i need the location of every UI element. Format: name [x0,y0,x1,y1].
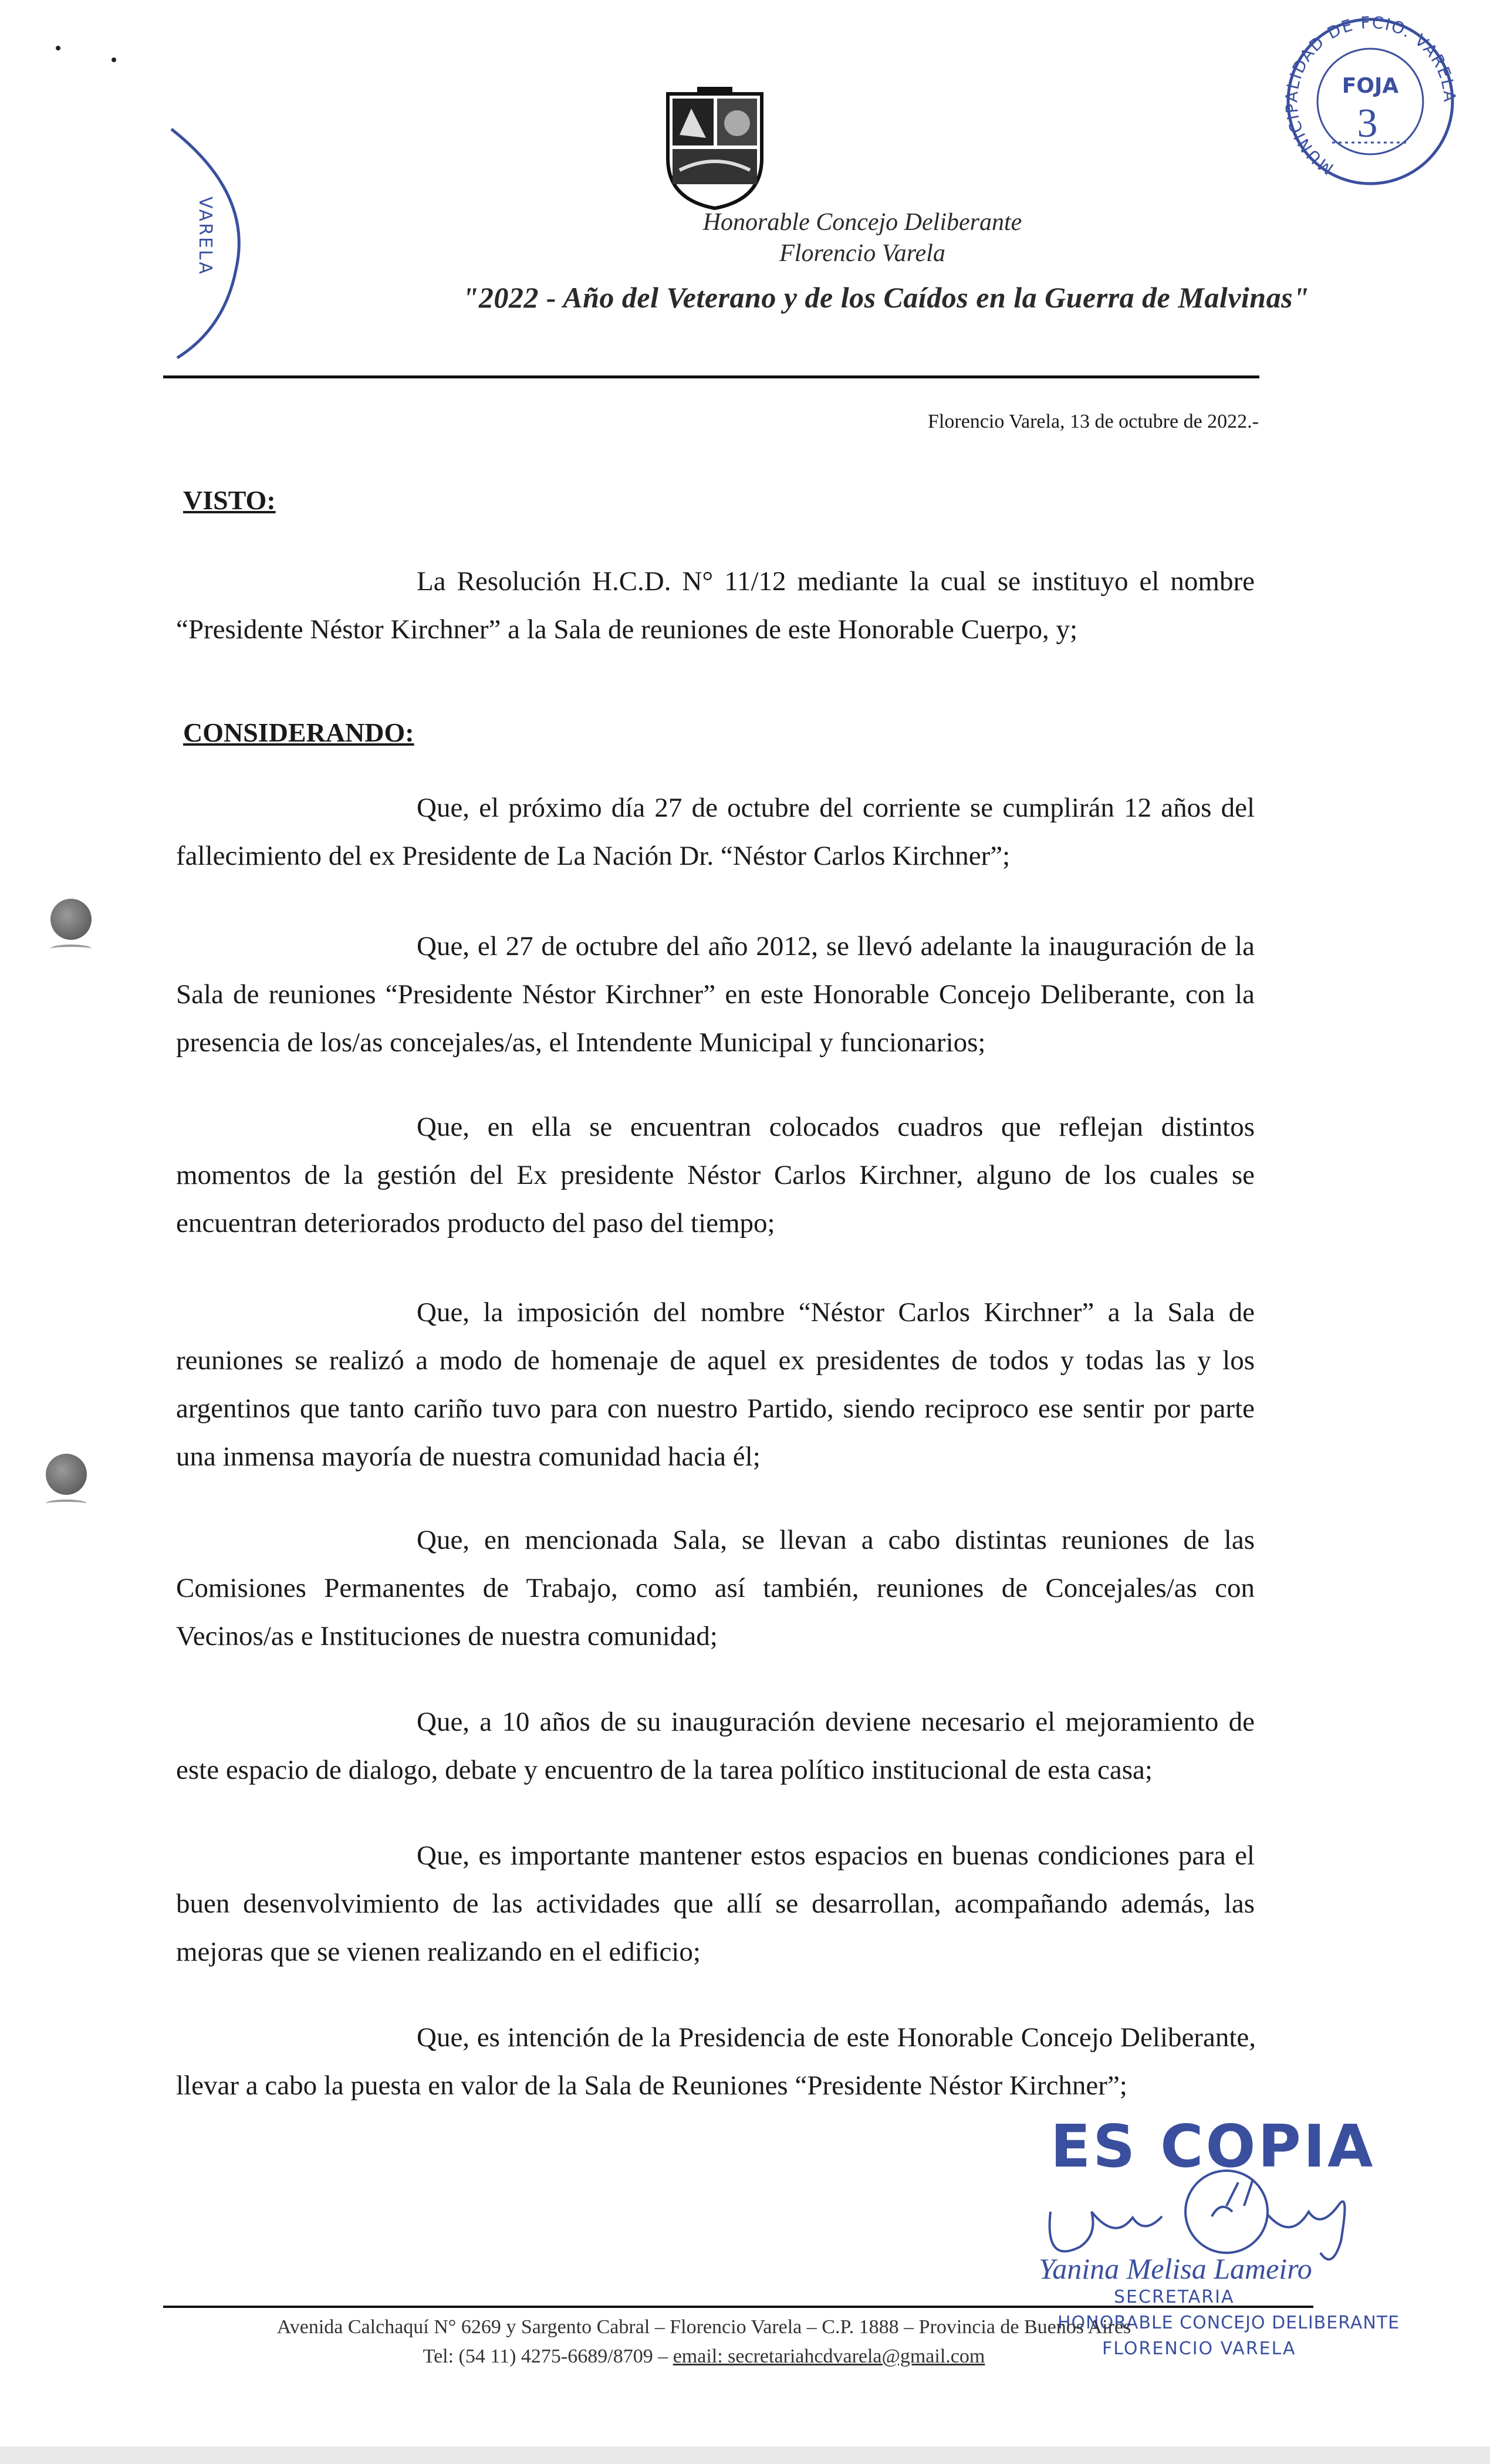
signer-name: Yanina Melisa Lameiro [1039,2252,1312,2285]
foja-label: FOJA [1342,74,1399,98]
paragraph-text: Que, es importante mantener estos espacios en buenas condiciones para el buen desenvolvimiento de las actividades que allí se desarrollan, acompañando además, las mejoras que se vienen realizando en el edificio; [176,1840,1255,1967]
foja-ring-text: MUNICIPALIDAD DE FCIO. VARELA [1282,12,1459,179]
signer-role: SECRETARIA [1114,2287,1235,2307]
copy-stamp-title: ES COPIA [1050,2112,1376,2181]
municipal-crest-logo [656,82,773,211]
signer-city: FLORENCIO VARELA [1102,2338,1296,2359]
paragraph-text: Que, el 27 de octubre del año 2012, se llevó adelante la inauguración de la Sala de reuniones “Presidente Néstor Kirchner” en este Honorable Concejo Deliberante, con la presencia de los/as concejales/as, el Intendente Municipal y funcionarios; [176,931,1255,1058]
considerando-paragraph [176,1288,1255,1481]
paragraph-text: Que, es intención de la Presidencia de este Honorable Concejo Deliberante, llevar a cabo la puesta en valor de la Sala de Reuniones “Presidente Néstor Kirchner”; [176,2022,1256,2101]
considerando-paragraph [176,922,1255,1067]
punch-hole-shadow [50,945,92,953]
partial-stamp-text: VARELA [195,197,215,276]
partial-stamp-left [165,117,259,364]
header-divider [163,375,1259,378]
footer-email-link[interactable]: email: secretariahcdvarela@gmail.com [673,2345,985,2367]
foja-stamp [1279,11,1461,198]
considerando-paragraph [176,1103,1255,1247]
foja-number: 3 [1357,101,1378,146]
considerando-paragraph [176,1516,1255,1660]
considerando-heading: CONSIDERANDO: [183,717,414,747]
scan-bottom-edge [0,2446,1490,2464]
punch-hole [50,899,92,940]
considerando-paragraph [176,2013,1256,2110]
footer-phone: Tel: (54 11) 4275-6689/8709 – [423,2345,668,2367]
header-organization: Honorable Concejo Deliberante [702,209,1022,236]
header-motto: "2022 - Año del Veterano y de los Caídos en la Guerra de Malvinas" [462,281,1310,314]
footer-contact [0,2345,1449,2368]
signer-organization: HONORABLE CONCEJO DELIBERANTE [1057,2313,1400,2333]
footer-address: Avenida Calchaquí N° 6269 y Sargento Cabral – Florencio Varela – C.P. 1888 – Provincia de Buenos Aires [276,2316,1131,2338]
punch-hole [46,1454,87,1495]
considerando-paragraph [176,1698,1255,1794]
document-date: Florencio Varela, 13 de octubre de 2022.- [928,411,1259,432]
punch-hole-shadow [46,1500,87,1508]
header-city: Florencio Varela [779,240,945,267]
footer-divider [163,2306,1313,2308]
scan-speck [56,46,60,50]
paragraph-text: Que, en ella se encuentran colocados cuadros que reflejan distintos momentos de la gestión del Ex presidente Néstor Carlos Kirchner, alguno de los cuales se encuentran deteriorados producto del paso del tiempo; [176,1112,1255,1238]
considerando-paragraph [176,784,1255,880]
scan-speck [112,57,116,62]
visto-heading: VISTO: [183,485,276,515]
paragraph-text: Que, en mencionada Sala, se llevan a cabo distintas reuniones de las Comisiones Permanentes de Trabajo, como así también, reuniones de Concejales/as con Vecinos/as e Instituciones de nuestra comunidad; [176,1525,1255,1651]
considerando-paragraph [176,1832,1255,1976]
visto-text: La Resolución H.C.D. N° 11/12 mediante la cual se instituyo el nombre “Presidente Néstor Kirchner” a la Sala de reuniones de este Honorable Cuerpo, y; [176,566,1255,645]
paragraph-text: Que, a 10 años de su inauguración deviene necesario el mejoramiento de este espacio de dialogo, debate y encuentro de la tarea político institucional de esta casa; [176,1707,1255,1785]
paragraph-text: Que, la imposición del nombre “Néstor Carlos Kirchner” a la Sala de reuniones se realizó a modo de homenaje de aquel ex presidentes de todos y todas las y los argentinos que tanto cariño tuvo para con nuestro Partido, siendo reciproco ese sentir por parte una inmensa mayoría de nuestra comunidad hacia él; [176,1297,1255,1472]
paragraph-text: Que, el próximo día 27 de octubre del corriente se cumplirán 12 años del fallecimiento del ex Presidente de La Nación Dr. “Néstor Carlos Kirchner”; [176,793,1255,871]
visto-paragraph [176,557,1255,654]
